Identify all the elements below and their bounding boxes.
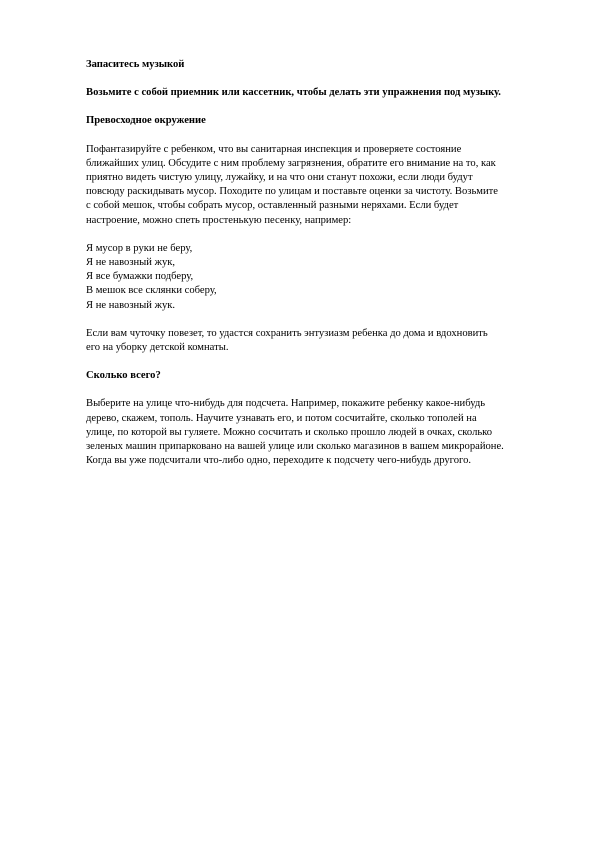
section-heading-environment: Превосходное окружение	[86, 115, 206, 127]
document-page	[86, 58, 556, 468]
paragraph-line: настроение, можно спеть простенькую песенку, например:	[86, 214, 352, 226]
section-heading-how-many: Сколько всего?	[86, 370, 161, 382]
paragraph-line: приятно видеть чистую улицу, лужайку, и на что они станут похожи, если люди будут	[86, 172, 473, 184]
how-many-paragraph	[86, 397, 556, 468]
paragraph-line: зеленых машин припарковано на вашей улице или сколько магазинов в вашем микрорайоне.	[86, 441, 504, 453]
paragraph-line: ближайших улиц. Обсудите с ним проблему загрязнения, обратите его внимание на то, как	[86, 157, 496, 169]
paragraph-line: его на уборку детской комнаты.	[86, 342, 229, 354]
poem-line: Я все бумажки подберу,	[86, 271, 194, 283]
paragraph-line: улице, по которой вы гуляете. Можно сосчитать и сколько прошло людей в очках, сколько	[86, 426, 493, 438]
section-heading-take-radio: Возьмите с собой приемник или кассетник, чтобы делать эти упражнения под музыку.	[86, 87, 501, 99]
paragraph-line: с собой мешок, чтобы собрать мусор, оставленный разными неряхами. Если будет	[86, 200, 459, 212]
song-poem	[86, 242, 556, 313]
paragraph-line: дерево, скажем, тополь. Научите узнавать его, и потом сосчитайте, сколько тополей на	[86, 412, 477, 424]
section-heading-music: Запаситесь музыкой	[86, 59, 185, 70]
poem-line: Я не навозный жук.	[86, 299, 176, 311]
paragraph-line: Пофантазируйте с ребенком, что вы санитарная инспекция и проверяете состояние	[86, 143, 462, 155]
paragraph-line: Когда вы уже подсчитали что-либо одно, переходите к подсчету чего-нибудь другого.	[86, 455, 472, 467]
poem-line: В мешок все склянки соберу,	[86, 285, 217, 297]
poem-line: Я мусор в руки не беру,	[86, 242, 193, 254]
paragraph-line: Выберите на улице что-нибудь для подсчета. Например, покажите ребенку какое-нибудь	[86, 398, 486, 410]
closing-paragraph	[86, 327, 556, 355]
environment-paragraph	[86, 143, 556, 228]
paragraph-line: повсюду раскидывать мусор. Походите по улицам и поставьте оценки за чистоту. Возьмите	[86, 186, 498, 198]
paragraph-line: Если вам чуточку повезет, то удастся сохранить энтузиазм ребенка до дома и вдохновить	[86, 327, 488, 339]
poem-line: Я не навозный жук,	[86, 257, 176, 269]
